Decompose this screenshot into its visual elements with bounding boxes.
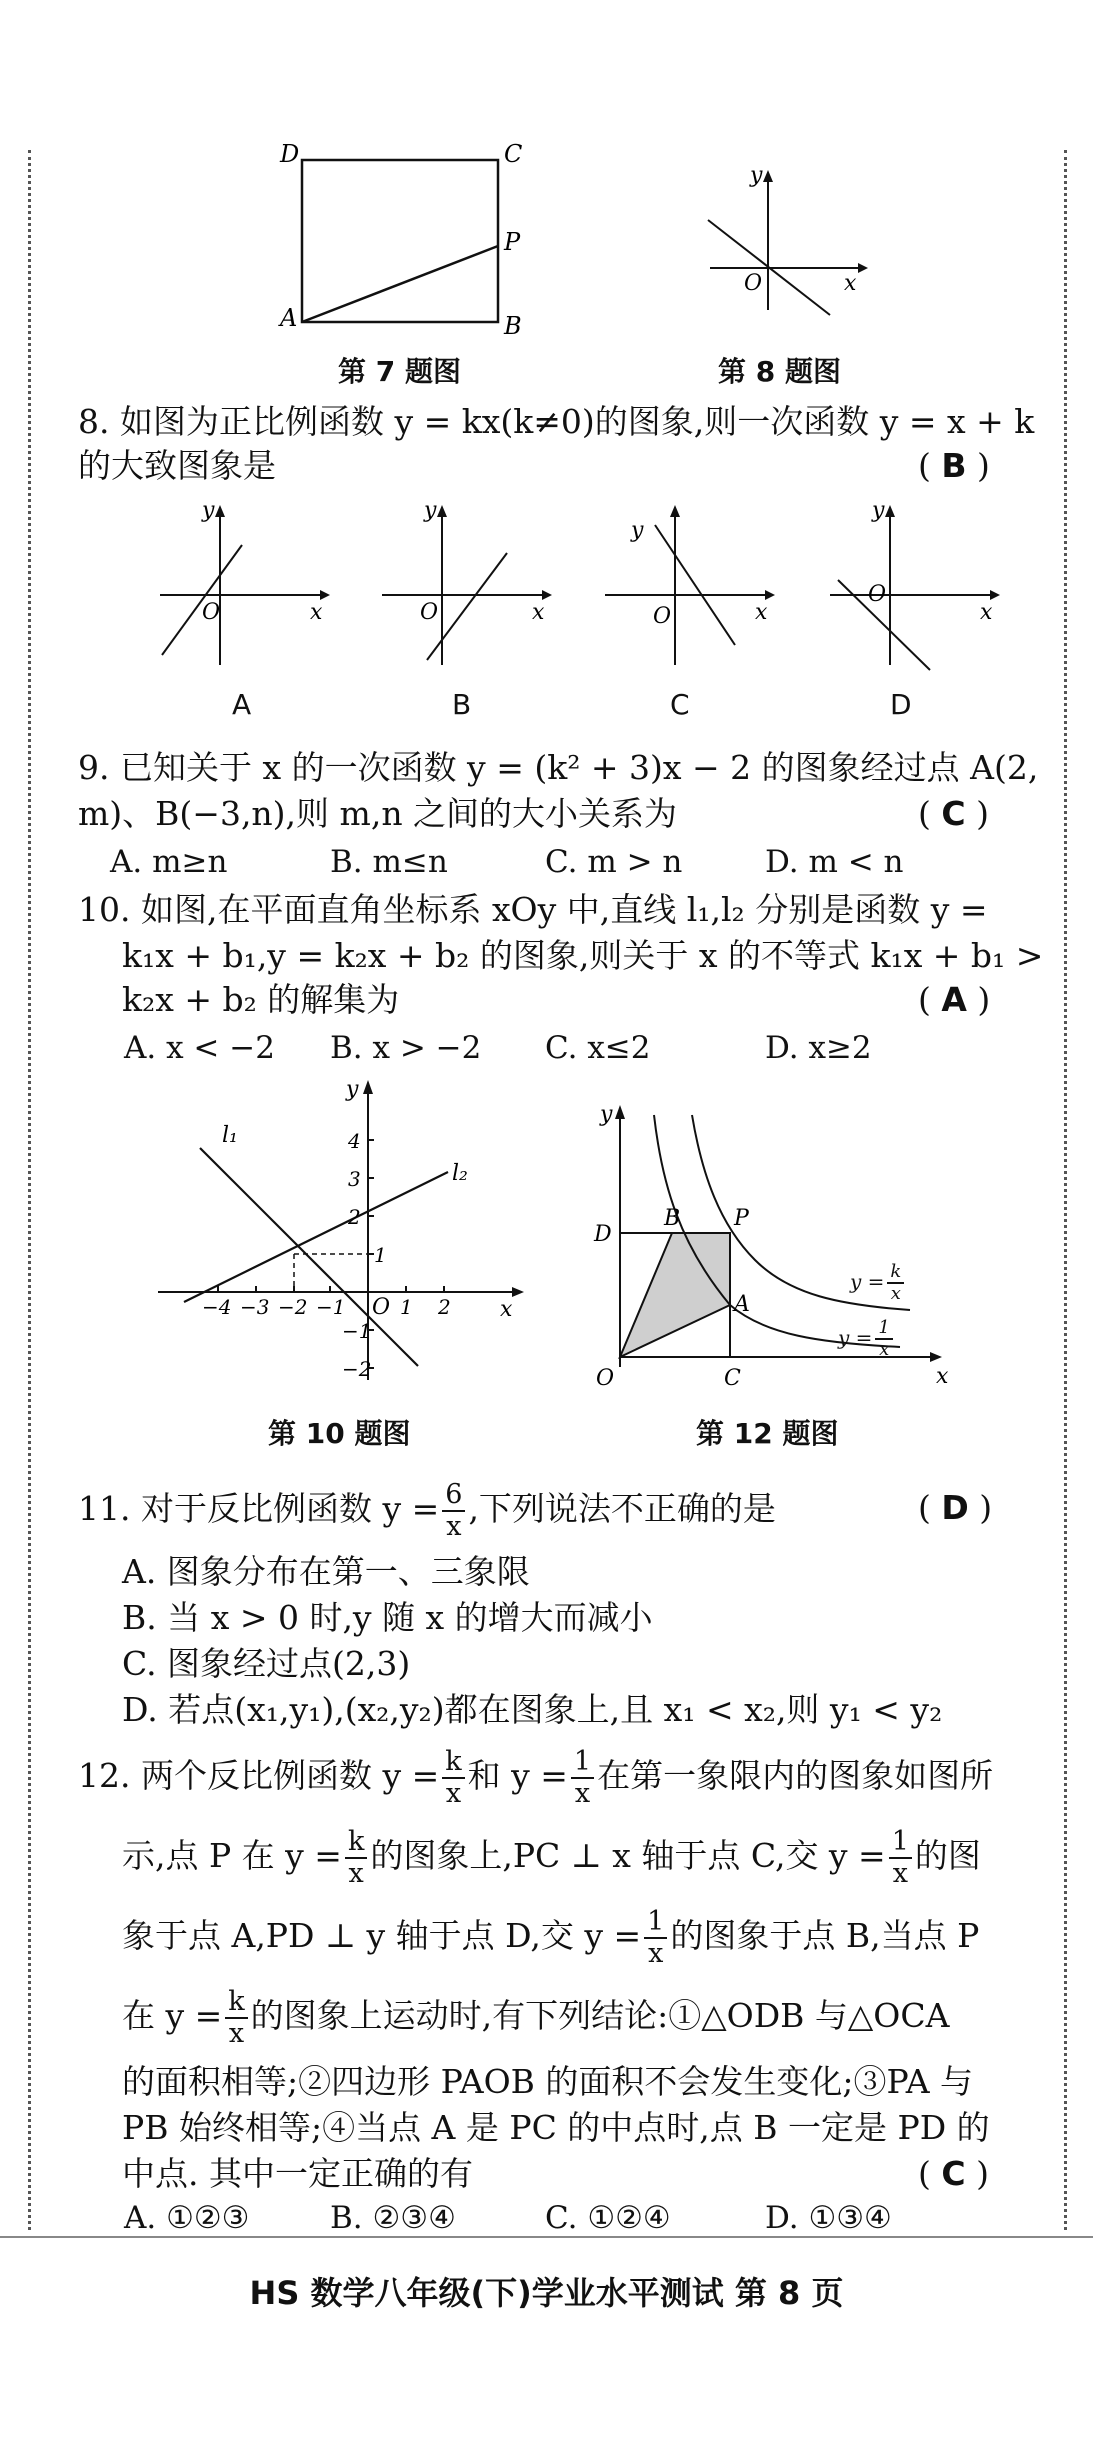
q11-option-a: A. 图象分布在第一、三象限 — [122, 1552, 530, 1591]
svg-text:−2: −2 — [342, 1357, 372, 1381]
q10-line2: k₁x + b₁,y = k₂x + b₂ 的图象,则关于 x 的不等式 k₁x + b₁ > — [122, 936, 1044, 975]
figure-10-caption: 第 10 题图 — [268, 1417, 411, 1450]
label-y: y — [600, 1102, 613, 1127]
q10-answer: ( A ) — [918, 980, 991, 1019]
label-o: O — [372, 1295, 391, 1320]
svg-text:−4: −4 — [202, 1295, 232, 1319]
svg-text:2: 2 — [438, 1295, 451, 1319]
q11-answer: ( D ) — [918, 1488, 993, 1527]
label-y: y — [750, 163, 763, 188]
q8-line1: 8. 如图为正比例函数 y = kx(k≠0)的图象,则一次函数 y = x + k — [78, 402, 1035, 441]
svg-text:−1: −1 — [342, 1319, 372, 1343]
label-l1: l₁ — [222, 1123, 238, 1148]
q8-option-c-label: C — [670, 688, 690, 721]
curve-1-label: y = $\frac{1}{x}$ — [838, 1318, 896, 1360]
label-y: y — [346, 1077, 359, 1102]
q10-line1: 10. 如图,在平面直角坐标系 xOy 中,直线 l₁,l₂ 分别是函数 y = — [78, 890, 988, 929]
q11-option-c: C. 图象经过点(2,3) — [122, 1644, 411, 1683]
page-footer: HS 数学八年级(下)学业水平测试 第 8 页 — [249, 2274, 844, 2312]
q12-answer-value: C — [941, 2154, 966, 2193]
q9-answer-value: C — [941, 794, 966, 833]
svg-text:1: 1 — [374, 1243, 387, 1267]
label-p: P — [734, 1206, 749, 1231]
q9-option-c: C. m > n — [545, 844, 683, 880]
right-dotted-border — [1064, 150, 1067, 2230]
q8-option-c-graph — [595, 495, 775, 675]
line-l2 — [184, 1172, 448, 1302]
figure-8 — [690, 160, 890, 320]
q10-option-b: B. x > −2 — [330, 1030, 482, 1066]
svg-text:−1: −1 — [316, 1295, 346, 1319]
svg-text:1: 1 — [400, 1295, 413, 1319]
q10-option-c: C. x≤2 — [545, 1030, 651, 1066]
svg-text:O: O — [653, 604, 672, 629]
q9-answer: ( C ) — [918, 794, 989, 833]
svg-text:x: x — [980, 600, 993, 625]
curve-k-label: y = $\frac{k}{x}$ — [850, 1262, 907, 1304]
label-x: x — [500, 1297, 513, 1322]
svg-text:x: x — [755, 600, 768, 625]
segment-ap — [302, 246, 498, 322]
q11-stem: 11. 对于反比例函数 y = $\frac{6}{x}$ ,下列说法不正确的是 — [78, 1479, 776, 1542]
left-dotted-border — [28, 150, 31, 2230]
label-b: B — [664, 1206, 681, 1231]
q12-option-c: C. ①②④ — [545, 2200, 671, 2236]
q11-option-b: B. 当 x > 0 时,y 随 x 的增大而减小 — [122, 1598, 653, 1637]
svg-text:2: 2 — [348, 1205, 361, 1229]
svg-text:−3: −3 — [240, 1295, 270, 1319]
q9-line1: 9. 已知关于 x 的一次函数 y = (k² + 3)x − 2 的图象经过点 A(2, — [78, 748, 1039, 787]
q12-line3: 象于点 A,PD ⊥ y 轴于点 D,交 y = $\frac{1}{x}$ 的图象于点 B,当点 P — [122, 1906, 980, 1969]
q8-option-b-label: B — [452, 688, 472, 721]
svg-text:x: x — [532, 600, 545, 625]
label-c: C — [724, 1366, 741, 1391]
q12-answer: ( C ) — [918, 2154, 989, 2193]
q12-line6: PB 始终相等;④当点 A 是 PC 的中点时,点 B 一定是 PD 的 — [122, 2108, 990, 2147]
label-x: x — [936, 1364, 949, 1389]
label-a: A — [280, 304, 298, 332]
rectangle-abcd — [302, 160, 498, 322]
svg-text:y: y — [202, 498, 215, 523]
label-b: B — [504, 312, 522, 340]
q12-option-d: D. ①③④ — [765, 2200, 892, 2236]
svg-text:y: y — [424, 498, 437, 523]
q8-option-a-graph — [150, 495, 330, 675]
svg-text:O: O — [420, 600, 439, 625]
svg-text:y: y — [631, 518, 644, 543]
x-arrow — [858, 263, 868, 273]
svg-text:O: O — [868, 582, 887, 607]
label-p: P — [504, 228, 521, 256]
q11-option-d: D. 若点(x₁,y₁),(x₂,y₂)都在图象上,且 x₁ < x₂,则 y₁ < y₂ — [122, 1690, 943, 1729]
label-d: D — [280, 140, 300, 168]
q8-answer-value: B — [941, 446, 967, 485]
q8-option-d-graph — [820, 495, 1000, 675]
shaded-paob — [620, 1233, 730, 1357]
q12-line2: 示,点 P 在 y = $\frac{k}{x}$ 的图象上,PC ⊥ x 轴于点 C,交 y = $\frac{1}{x}$ 的图 — [122, 1826, 981, 1889]
q11-answer-value: D — [941, 1488, 969, 1527]
q12-option-b: B. ②③④ — [330, 2200, 456, 2236]
q12-line1: 12. 两个反比例函数 y = $\frac{k}{x}$ 和 y = $\frac{1}{x}$ 在第一象限内的图象如图所 — [78, 1746, 994, 1809]
figure-8-caption: 第 8 题图 — [718, 355, 841, 388]
label-o: O — [596, 1366, 615, 1391]
label-c: C — [504, 140, 523, 168]
y-arrow — [763, 170, 773, 182]
q10-answer-value: A — [941, 980, 967, 1019]
svg-text:3: 3 — [348, 1167, 361, 1191]
figure-7-caption: 第 7 题图 — [338, 355, 461, 388]
figure-10 — [150, 1070, 530, 1400]
q12-option-a: A. ①②③ — [124, 2200, 250, 2236]
svg-text:O: O — [202, 600, 221, 625]
label-o: O — [744, 271, 763, 296]
q8-option-a-label: A — [232, 688, 252, 721]
q10-option-a: A. x < −2 — [124, 1030, 275, 1066]
q8-option-b-graph — [372, 495, 552, 675]
q9-option-a: A. m≥n — [110, 844, 228, 880]
q8-answer: ( B ) — [918, 446, 990, 485]
q10-option-d: D. x≥2 — [765, 1030, 872, 1066]
figure-12-caption: 第 12 题图 — [696, 1417, 839, 1450]
label-l2: l₂ — [452, 1161, 468, 1186]
q10-line3: k₂x + b₂ 的解集为 — [122, 980, 400, 1019]
q12-line5: 的面积相等;②四边形 PAOB 的面积不会发生变化;③PA 与 — [122, 2062, 974, 2101]
svg-text:4: 4 — [348, 1129, 361, 1153]
label-a: A — [734, 1292, 750, 1317]
q8-option-d-label: D — [890, 688, 912, 721]
label-d: D — [594, 1222, 612, 1247]
q9-option-d: D. m < n — [765, 844, 904, 880]
svg-text:−2: −2 — [278, 1295, 308, 1319]
q12-line4: 在 y = $\frac{k}{x}$ 的图象上运动时,有下列结论:①△ODB 与△OCA — [122, 1986, 950, 2049]
svg-text:y: y — [872, 498, 885, 523]
q12-line7: 中点. 其中一定正确的有 — [122, 2154, 473, 2193]
label-x: x — [844, 271, 857, 296]
q8-line2: 的大致图象是 — [78, 446, 276, 485]
q9-line2: m)、B(−3,n),则 m,n 之间的大小关系为 — [78, 794, 678, 833]
figure-7 — [270, 140, 550, 340]
svg-text:x: x — [310, 600, 323, 625]
footer-rule — [0, 2236, 1093, 2238]
q9-option-b: B. m≤n — [330, 844, 448, 880]
